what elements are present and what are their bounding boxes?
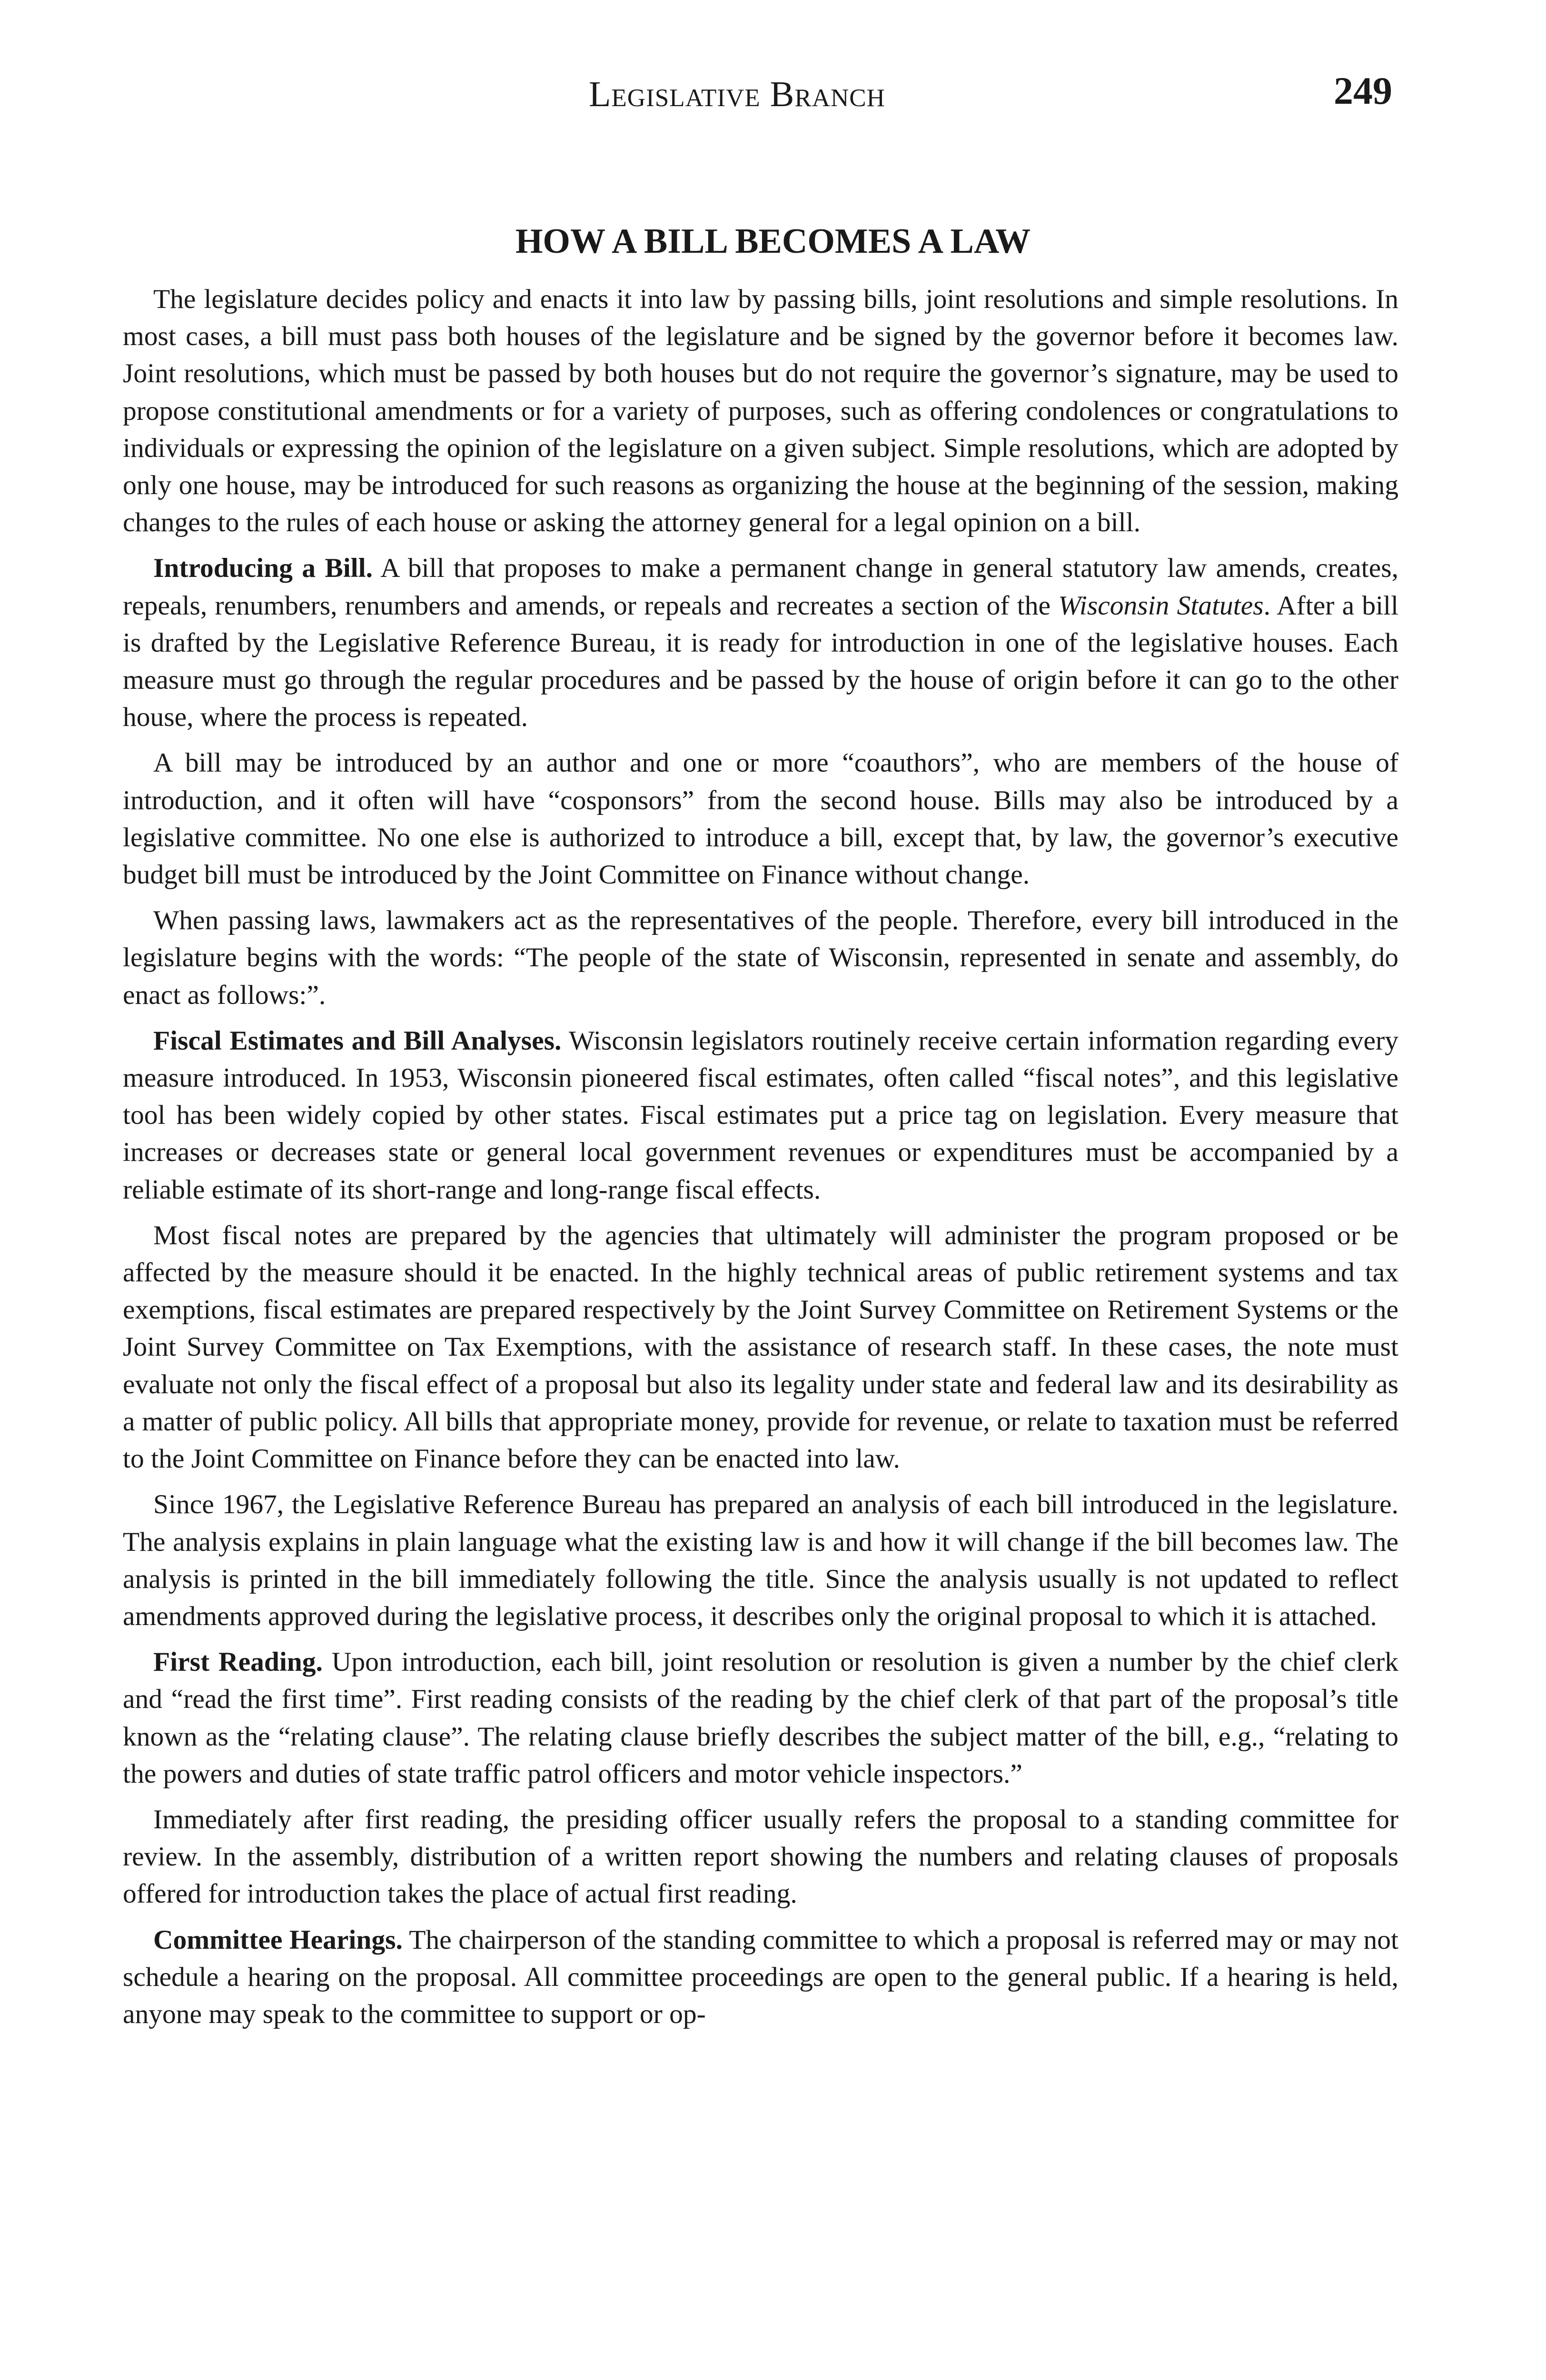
introducing-a-bill-text: A bill that proposes to make a permanent change in general statutory law amends, creates, repeals, renumbers, renumbers and amends, or repeals and recreates a section of the (123, 553, 1398, 621)
page-number: 249 (1334, 69, 1392, 112)
fiscal-estimates-heading: Fiscal Estimates and Bill Analyses. (153, 1025, 562, 1056)
fiscal-estimates-text: Wisconsin legislators routinely receive certain information regarding every measure introduced. In 1953, Wisconsin pioneered fiscal estimates, often called “fiscal notes”, and this legislative tool has been widely copied by other states. Fiscal estimates put a price tag on legislation. Every measure that increases or decreases state or general local government revenues or expenditures must be accompanied by a reliable estimate of its short-range and long-range fiscal effects. (123, 1025, 1398, 1205)
introducing-a-bill-heading: Introducing a Bill. (153, 553, 373, 584)
first-reading-text: Upon introduction, each bill, joint resolution or resolution is given a number by the chief clerk and “read the first time”. First reading consists of the reading by the chief clerk of that part of the proposal’s title known as the “relating clause”. The relating clause briefly describes the subject matter of the bill, e.g., “relating to the powers and duties of state traffic patrol officers and motor vehicle inspectors.” (123, 1647, 1398, 1789)
bill-analysis-paragraph: Since 1967, the Legislative Reference Bureau has prepared an analysis of each bill introduced in the legislature. The analysis explains in plain language what the existing law is and how it will change if the bill becomes law. The analysis is printed in the bill immediately following the title. Since the analysis usually is not updated to reflect amendments approved during the legislative process, it describes only the original proposal to which it is attached. (123, 1489, 1398, 1631)
introducing-a-bill-paragraph (123, 550, 1398, 736)
article-body (123, 281, 1398, 2042)
first-reading-heading: First Reading. (153, 1647, 323, 1677)
coauthors-paragraph: A bill may be introduced by an author and one or more “coauthors”, who are members of the house of introduction, and it often will have “cosponsors” from the second house. Bills may also be introduced by a legislative committee. No one else is authorized to introduce a bill, except that, by law, the governor’s executive budget bill must be introduced by the Joint Committee on Finance without change. (123, 748, 1398, 890)
fiscal-estimates-paragraph (123, 1022, 1398, 1209)
committee-hearings-text: The chairperson of the standing committee to which a proposal is referred may or may not schedule a hearing on the proposal. All committee proceedings are open to the general public. If a hearing is held, anyone may speak to the committee to support or op- (123, 1924, 1398, 2029)
enacting-clause-paragraph: When passing laws, lawmakers act as the representatives of the people. Therefore, every bill introduced in the legislature begins with the words: “The people of the state of Wisconsin, represented in senate and assembly, do enact as follows:”. (123, 905, 1398, 1010)
running-header (0, 0, 1546, 143)
committee-hearings-heading: Committee Hearings. (153, 1924, 403, 1955)
running-header-title: Legislative Branch (589, 74, 885, 114)
committee-referral-paragraph: Immediately after first reading, the presiding officer usually refers the proposal to a standing committee for review. In the assembly, distribution of a written report showing the numbers and relating clauses of proposals offered for introduction takes the place of actual first reading. (123, 1804, 1398, 1909)
first-reading-paragraph (123, 1644, 1398, 1793)
article-title: HOW A BILL BECOMES A LAW (515, 222, 1031, 261)
fiscal-notes-paragraph: Most fiscal notes are prepared by the agencies that ultimately will administer the program proposed or be affected by the measure should it be enacted. In the highly technical areas of public retirement systems and tax exemptions, fiscal estimates are prepared respectively by the Joint Survey Committee on Retirement Systems or the Joint Survey Committee on Tax Exemptions, with the assistance of research staff. In these cases, the note must evaluate not only the fiscal effect of a proposal but also its legality under state and federal law and its desirability as a matter of public policy. All bills that appropriate money, provide for revenue, or relate to taxation must be referred to the Joint Committee on Finance before they can be enacted into law. (123, 1220, 1398, 1474)
intro-paragraph: The legislature decides policy and enacts it into law by passing bills, joint resolutions and simple resolutions. In most cases, a bill must pass both houses of the legislature and be signed by the governor before it becomes law. Joint resolutions, which must be passed by both houses but do not require the governor’s signature, may be used to propose constitutional amendments or for a variety of purposes, such as offering condolences or congratulations to individuals or expressing the opinion of the legislature on a given subject. Simple resolutions, which are adopted by only one house, may be introduced for such reasons as organizing the house at the beginning of the session, making changes to the rules of each house or asking the attorney general for a legal opinion on a bill. (123, 284, 1398, 538)
wisconsin-statutes-title: Wisconsin Statutes (1058, 590, 1264, 621)
committee-hearings-paragraph (123, 1922, 1398, 2033)
introducing-a-bill-text-continued: . After a bill is drafted by the Legislative Reference Bureau, it is ready for introduction in one of the legislative houses. Each measure must go through the regular procedures and be passed by the house of origin before it can go to the other house, where the process is repeated. (123, 590, 1399, 733)
